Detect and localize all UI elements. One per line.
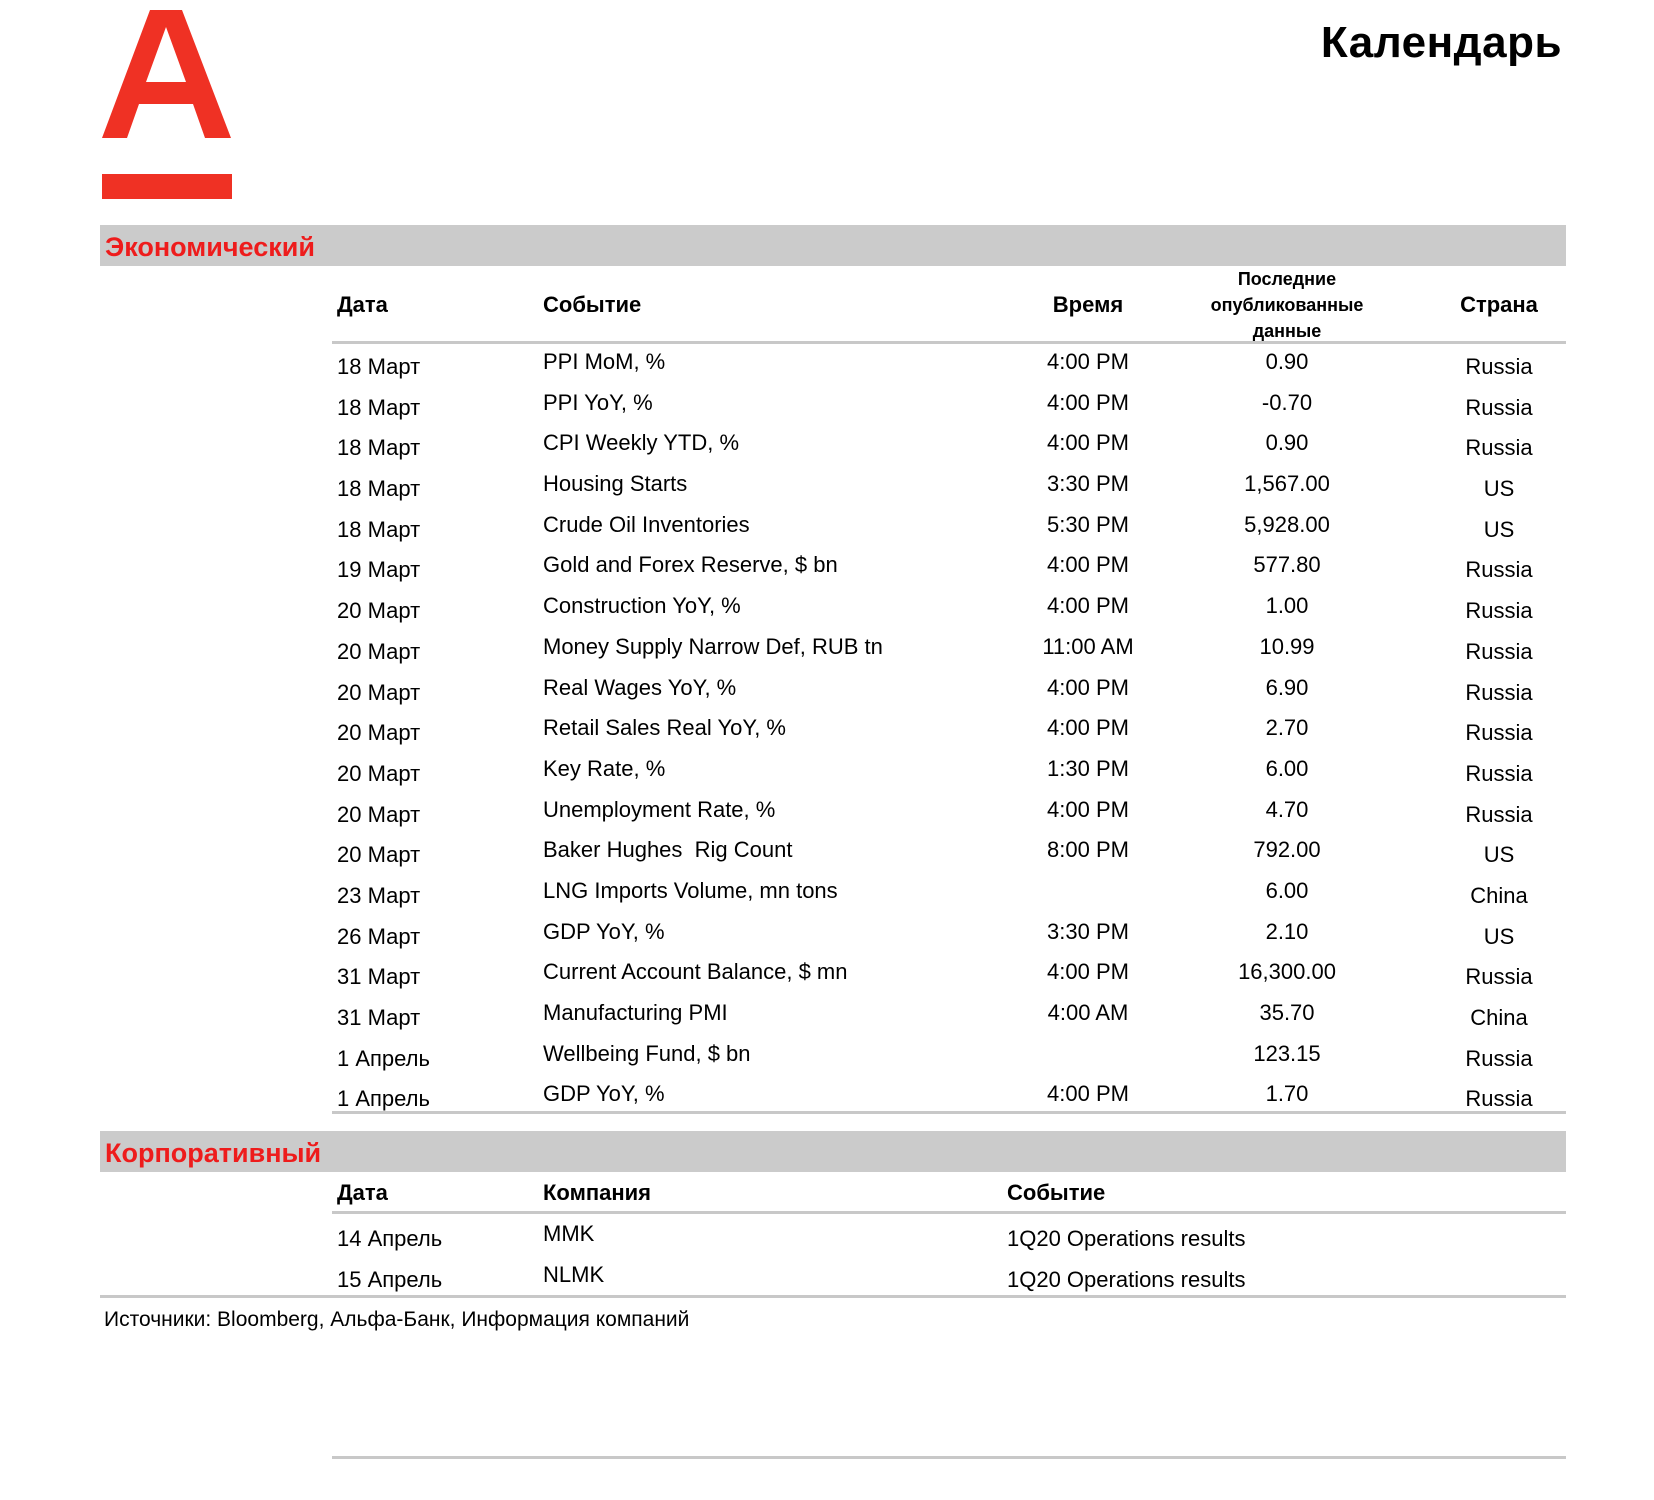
economic-rows [332, 342, 1566, 1115]
row-last-value: 5,928.00 [1244, 511, 1330, 537]
row-date: 20 Март [337, 842, 421, 868]
row-date: 1 Апрель [337, 1045, 430, 1071]
row-last-value: 16,300.00 [1238, 959, 1336, 985]
row-date: 20 Март [337, 720, 421, 746]
row-time: 4:00 AM [1047, 1000, 1129, 1025]
row-last-value: 6.00 [1265, 755, 1309, 781]
table-row [332, 952, 1566, 993]
row-country: Russia [1465, 557, 1533, 583]
row-time: 4:00 PM [1047, 349, 1129, 374]
row-time: 4:00 PM [1047, 430, 1129, 456]
row-event: Baker Hughes Rig Count [543, 837, 793, 863]
table-row [332, 423, 1566, 464]
table-row [332, 912, 1566, 953]
row-event: Unemployment Rate, % [543, 796, 776, 822]
table-row [332, 505, 1566, 546]
table-row [332, 1074, 1566, 1115]
row-date: 1 Апрель [337, 1086, 430, 1112]
row-date: 19 Март [337, 557, 421, 583]
row-event: LNG Imports Volume, mn tons [543, 877, 838, 903]
row-date: 20 Март [337, 801, 421, 827]
row-date: 14 Апрель [337, 1226, 443, 1251]
row-event: Key Rate, % [543, 755, 666, 781]
table-row [332, 586, 1566, 627]
table-row [332, 1214, 1566, 1255]
row-event: Wellbeing Fund, $ bn [543, 1040, 751, 1066]
row-country: US [1483, 923, 1515, 949]
row-date: 26 Март [337, 923, 421, 949]
row-country: Russia [1465, 354, 1533, 379]
row-event: Crude Oil Inventories [543, 511, 750, 537]
row-date: 20 Март [337, 760, 421, 786]
economic-table-end-rule [332, 1111, 1566, 1114]
row-time: 4:00 PM [1047, 959, 1129, 985]
row-country: Russia [1465, 1086, 1533, 1112]
col-event-header: Событие [543, 292, 642, 317]
row-country: Russia [1465, 1045, 1533, 1071]
row-country: Russia [1465, 801, 1533, 827]
corporate-section-bar [100, 1131, 1566, 1172]
economic-table [332, 266, 1566, 1115]
corporate-table-header [332, 1172, 1566, 1214]
row-country: Russia [1465, 394, 1533, 420]
table-row [332, 993, 1566, 1034]
row-date: 20 Март [337, 638, 421, 664]
table-row [332, 830, 1566, 871]
row-event: Manufacturing PMI [543, 1000, 728, 1025]
row-time: 5:30 PM [1047, 511, 1129, 537]
row-event: 1Q20 Operations results [1007, 1266, 1246, 1292]
row-date: 20 Март [337, 598, 421, 624]
row-last-value: 1.70 [1265, 1081, 1309, 1107]
row-last-value: 1,567.00 [1244, 471, 1330, 497]
row-date: 18 Март [337, 394, 421, 420]
row-last-value: 6.00 [1265, 877, 1309, 903]
row-last-value: 2.70 [1265, 715, 1309, 741]
row-last-value: 1.00 [1265, 593, 1309, 619]
row-event: Money Supply Narrow Def, RUB tn [543, 633, 883, 659]
row-time: 3:30 PM [1047, 918, 1129, 944]
row-date: 20 Март [337, 679, 421, 705]
row-country: US [1483, 842, 1515, 868]
row-last-value: 10.99 [1259, 633, 1315, 659]
row-country: Russia [1465, 679, 1533, 705]
row-country: Russia [1465, 638, 1533, 664]
row-country: US [1483, 476, 1515, 502]
row-time: 4:00 PM [1047, 715, 1129, 741]
row-country: US [1483, 516, 1515, 542]
row-event: Retail Sales Real YoY, % [543, 715, 786, 741]
row-country: Russia [1465, 435, 1533, 461]
row-event: Gold and Forex Reserve, $ bn [543, 552, 838, 578]
row-last-value: 35.70 [1259, 1000, 1315, 1025]
corporate-table [332, 1172, 1566, 1295]
corp-col-event-header: Событие [1007, 1180, 1106, 1205]
row-time: 3:30 PM [1047, 471, 1129, 497]
sources-note: Источники: Bloomberg, Альфа-Банк, Информация компаний [104, 1308, 690, 1331]
row-time: 4:00 PM [1047, 796, 1129, 822]
col-last-header: Последние опубликованные данные [1210, 269, 1364, 341]
table-row [332, 464, 1566, 505]
table-row [332, 749, 1566, 790]
corp-col-company-header: Компания [543, 1180, 652, 1205]
row-event: PPI YoY, % [543, 389, 653, 415]
row-last-value: 577.80 [1253, 552, 1321, 578]
table-row [332, 383, 1566, 424]
table-row [332, 790, 1566, 831]
row-time: 11:00 AM [1042, 633, 1134, 659]
row-date: 18 Март [337, 354, 421, 379]
row-time: 4:00 PM [1047, 674, 1129, 700]
alfa-bank-logo-icon [102, 10, 234, 200]
economic-section-title: Экономический [105, 232, 315, 262]
table-row [332, 627, 1566, 668]
row-country: Russia [1465, 598, 1533, 624]
row-country: Russia [1465, 964, 1533, 990]
row-event: Current Account Balance, $ mn [543, 959, 848, 985]
economic-table-header [332, 266, 1566, 342]
corp-col-date-header: Дата [337, 1180, 388, 1205]
row-time: 1:30 PM [1047, 755, 1129, 781]
col-time-header: Время [1052, 292, 1124, 317]
row-country: China [1470, 1005, 1528, 1030]
row-event: GDP YoY, % [543, 918, 665, 944]
row-time: 4:00 PM [1047, 389, 1129, 415]
row-time: 8:00 PM [1047, 837, 1129, 863]
economic-table-bottom-rule [332, 1456, 1566, 1459]
row-event: GDP YoY, % [543, 1081, 665, 1107]
row-last-value: 0.90 [1265, 349, 1309, 374]
footer-divider [100, 1295, 1566, 1298]
col-date-header: Дата [337, 292, 388, 317]
row-date: 18 Март [337, 516, 421, 542]
row-event: Housing Starts [543, 471, 688, 497]
row-last-value: 0.90 [1265, 430, 1309, 456]
row-country: China [1470, 882, 1528, 908]
page-title: Календарь [1320, 18, 1562, 67]
row-last-value: -0.70 [1261, 389, 1313, 415]
table-row [332, 1255, 1566, 1296]
row-event: Real Wages YoY, % [543, 674, 737, 700]
row-date: 31 Март [337, 1005, 421, 1030]
row-date: 18 Март [337, 435, 421, 461]
row-country: Russia [1465, 720, 1533, 746]
row-date: 23 Март [337, 882, 421, 908]
row-date: 15 Апрель [337, 1266, 443, 1292]
row-last-value: 6.90 [1265, 674, 1309, 700]
row-event: Construction YoY, % [543, 593, 741, 619]
row-event: CPI Weekly YTD, % [543, 430, 740, 456]
row-company: MMK [543, 1221, 595, 1246]
table-row [332, 708, 1566, 749]
row-country: Russia [1465, 760, 1533, 786]
row-last-value: 792.00 [1253, 837, 1321, 863]
table-row [332, 545, 1566, 586]
row-last-value: 2.10 [1265, 918, 1309, 944]
row-time: 4:00 PM [1047, 552, 1129, 578]
col-country-header: Страна [1460, 292, 1538, 317]
row-last-value: 4.70 [1265, 796, 1309, 822]
corporate-section-title: Корпоративный [105, 1138, 322, 1168]
row-date: 31 Март [337, 964, 421, 990]
table-row [332, 342, 1566, 383]
economic-section-bar [100, 225, 1566, 266]
table-row [332, 668, 1566, 709]
row-time: 4:00 PM [1047, 593, 1129, 619]
row-time: 4:00 PM [1047, 1081, 1129, 1107]
row-event: PPI MoM, % [543, 349, 666, 374]
row-last-value: 123.15 [1253, 1040, 1321, 1066]
row-date: 18 Март [337, 476, 421, 502]
table-row [332, 871, 1566, 912]
row-event: 1Q20 Operations results [1007, 1226, 1246, 1251]
row-company: NLMK [543, 1261, 605, 1287]
table-row [332, 1034, 1566, 1075]
